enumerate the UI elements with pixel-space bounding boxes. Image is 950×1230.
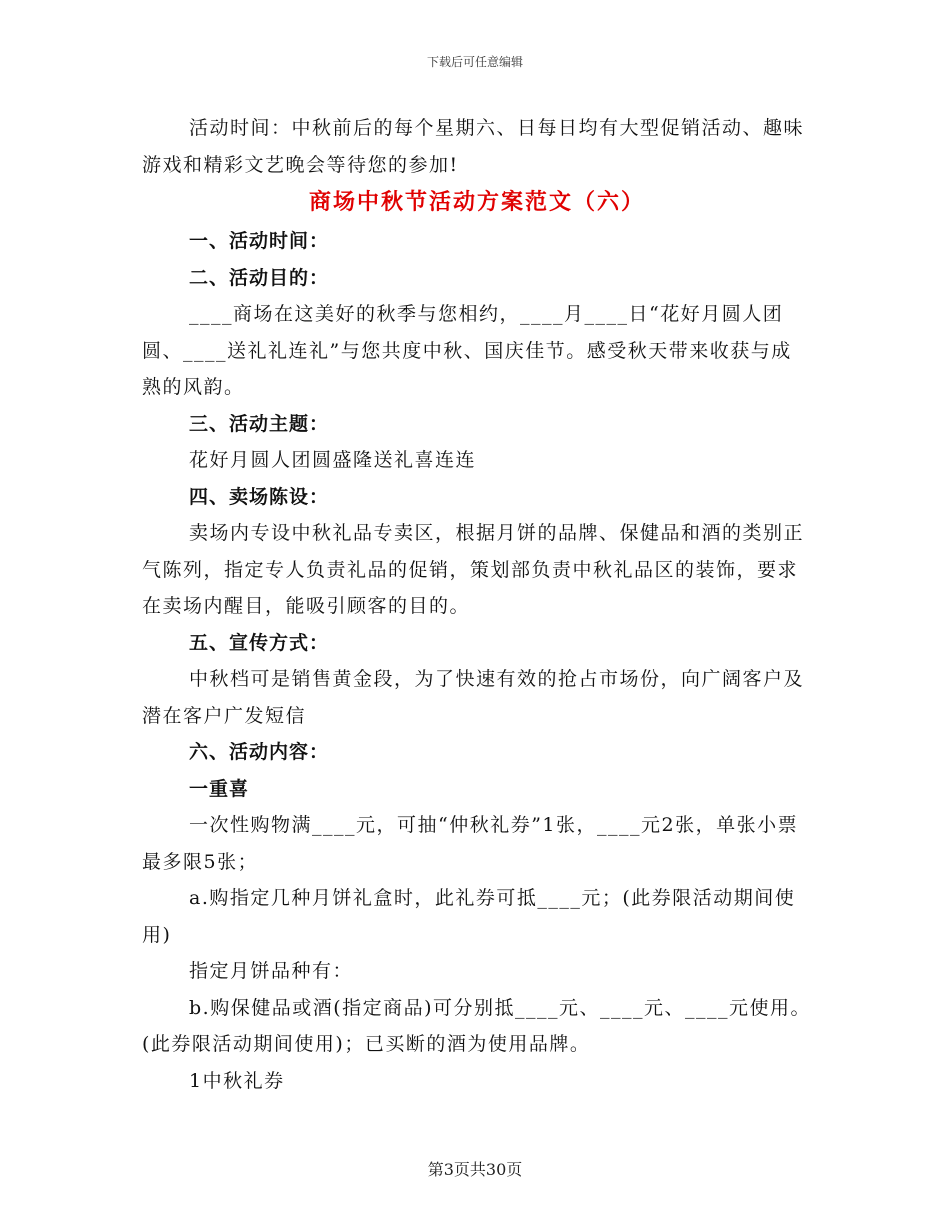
- section-3-heading: 三、活动主题：: [189, 412, 330, 435]
- section-4-body: 卖场内专设中秋礼品专卖区，根据月饼的品牌、保健品和酒的类别正气陈列，指定专人负责礼品的促销，策划部负责中秋礼品区的装饰，要求在卖场内醒目，能吸引顾客的目的。: [142, 522, 805, 617]
- section-6-heading: 六、活动内容：: [189, 741, 330, 763]
- section-2-body: ____商场在这美好的秋季与您相约，____月____日“花好月圆人团圆、____送礼礼连礼”与您共度中秋、国庆佳节。感受秋天带来收获与成熟的风韵。: [142, 303, 792, 398]
- document-title: 商场中秋节活动方案范文（六）: [308, 190, 645, 215]
- section-6-paragraph-5: 1中秋礼券: [189, 1069, 285, 1092]
- section-6-subheading: 一重喜: [189, 777, 250, 800]
- section-6-paragraph-2: a.购指定几种月饼礼盒时，此礼券可抵____元；(此券限活动期间使用): [142, 887, 796, 946]
- intro-paragraph: 活动时间：中秋前后的每个星期六、日每日均有大型促销活动、趣味游戏和精彩文艺晚会等待您的参加!: [142, 117, 805, 176]
- section-6-paragraph-1: 一次性购物满____元，可抽“仲秋礼券”1张，____元2张，单张小票最多限5张；: [142, 814, 799, 873]
- page-header: 下载后可任意编辑: [426, 55, 523, 69]
- section-3-body: 花好月圆人团圆盛隆送礼喜连连: [189, 449, 477, 471]
- section-5-body: 中秋档可是销售黄金段，为了快速有效的抢占市场份，向广阔客户及潜在客户广发短信: [142, 668, 805, 727]
- section-6-paragraph-4: b.购保健品或酒(指定商品)可分别抵____元、____元、____元使用。(此券限活动期间使用)；已买断的酒为使用品牌。: [142, 996, 812, 1055]
- page-footer: 第3页共30页: [427, 1160, 523, 1179]
- section-4-heading: 四、卖场陈设：: [189, 485, 330, 508]
- section-1-heading: 一、活动时间：: [189, 230, 330, 252]
- section-5-heading: 五、宣传方式：: [189, 631, 330, 654]
- section-2-heading: 二、活动目的：: [189, 266, 330, 289]
- document-body: [142, 110, 812, 1099]
- section-6-paragraph-3: 指定月饼品种有：: [189, 960, 354, 982]
